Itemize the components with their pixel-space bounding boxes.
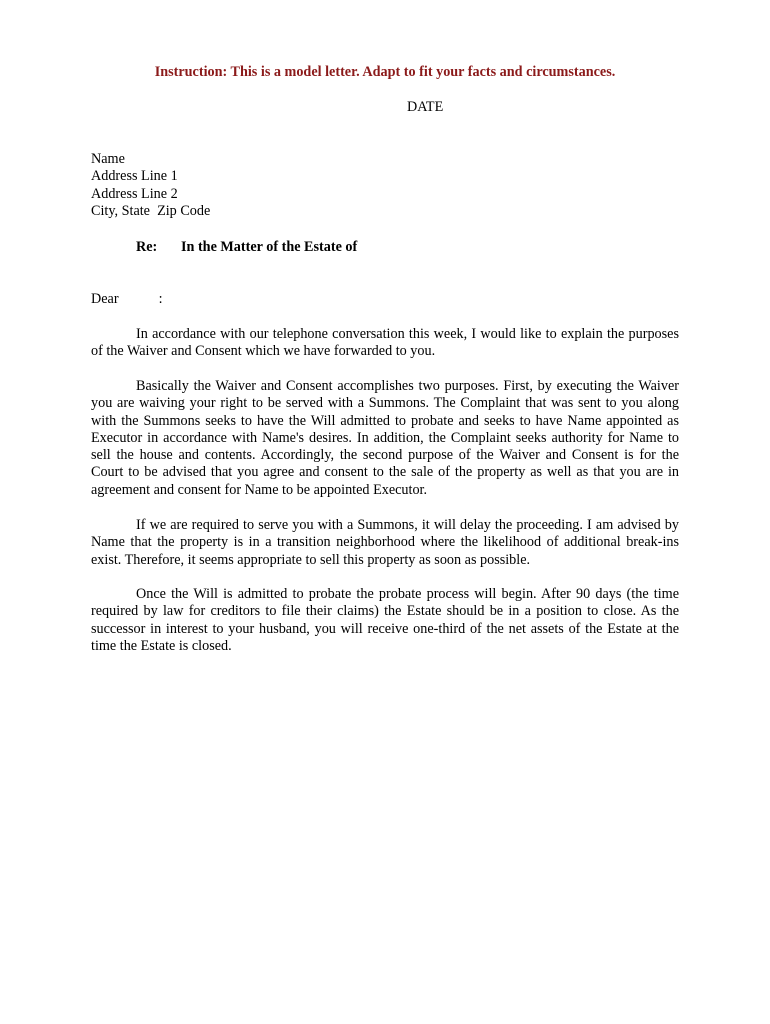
- body-paragraph-2: Basically the Waiver and Consent accomplishes two purposes. First, by executing the Waiver you are waiving your right to be served with a Summons. The Complaint that was sent to you along with the Summons seeks to have the Will admitted to probate and seeks to have Name appointed as Executor in accordance with Name's desires. In addition, the Complaint seeks authority for Name to sell the house and contents. Accordingly, the second purpose of the Waiver and Consent is for the Court to be advised that you agree and consent to the sale of the property as well as that you are in agreement and consent for Name to be appointed Executor.: [91, 378, 679, 498]
- subject-label: Re:: [136, 239, 158, 255]
- subject-line: [136, 239, 357, 256]
- recipient-name: Name: [91, 151, 125, 167]
- salutation: [91, 291, 163, 308]
- subject-text: In the Matter of the Estate of: [181, 239, 358, 255]
- recipient-address-line-1: Address Line 1: [91, 168, 178, 185]
- body-paragraph-4: Once the Will is admitted to probate the probate process will begin. After 90 days (the time required by law for creditors to file their claims) the Estate should be in a position to close. As the successor in interest to your husband, you will receive one-third of the net assets of the Estate at the time the Estate is closed.: [91, 586, 679, 654]
- salutation-punctuation: :: [158, 291, 163, 307]
- salutation-greeting: Dear: [91, 291, 119, 307]
- recipient-address-line-2: Address Line 2: [91, 185, 178, 202]
- letter-date: DATE: [407, 99, 444, 115]
- body-paragraph-3: If we are required to serve you with a Summons, it will delay the proceeding. I am advised by Name that the property is in a transition neighborhood where the likelihood of additional break-ins exist. Therefore, it seems appropriate to sell this property as soon as possible.: [91, 517, 679, 568]
- instruction-note: Instruction: This is a model letter. Adapt to fit your facts and circumstances.: [154, 64, 616, 80]
- body-paragraph-1: In accordance with our telephone conversation this week, I would like to explain the purposes of the Waiver and Consent which we have forwarded to you.: [91, 326, 679, 360]
- recipient-address-block: [91, 151, 210, 220]
- recipient-city-state-zip: City, State Zip Code: [91, 202, 211, 219]
